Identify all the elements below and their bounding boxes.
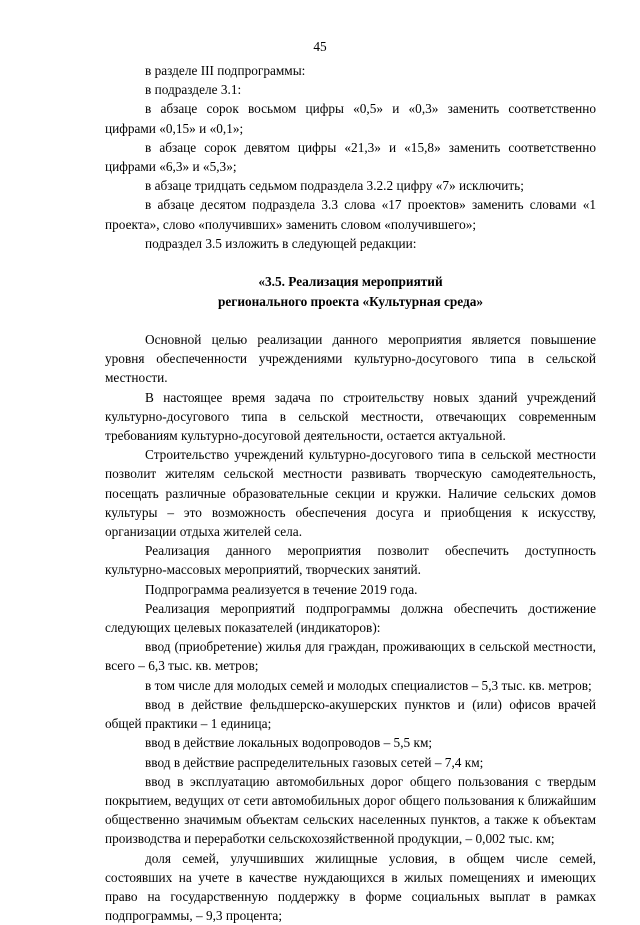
indicator-item: ввод в эксплуатацию автомобильных дорог общего пользования с твердым покрытием, ведущих от сети автомобильных дорог общего пользования к ближайшим общественно значимым объектам сельских населенных пунктов, а также к объектам производства и переработки сельскохозяйственной продукции, – 0,002 тыс. км; bbox=[105, 773, 596, 847]
spacer bbox=[105, 311, 596, 330]
indicator-item: доля семей, улучшивших жилищные условия, в общем числе семей, состоявших на учете в качестве нуждающихся в жилых помещениях и имеющих право на государственную поддержку в форме социальных выплат в рамках подпрограммы, – 9,3 процента; bbox=[105, 850, 596, 924]
amendment-paragraph: в абзаце сорок восьмом цифры «0,5» и «0,3» заменить соответственно цифрами «0,15» и «0,1»; bbox=[105, 101, 596, 136]
section-heading-line1: «3.5. Реализация мероприятий bbox=[258, 274, 443, 290]
amendment-paragraph: в подразделе 3.1: bbox=[145, 82, 242, 98]
body-paragraph: Подпрограмма реализуется в течение 2019 года. bbox=[145, 581, 418, 597]
indicator-item: ввод в действие фельдшерско-акушерских пунктов и (или) офисов врачей общей практики – 1 единица; bbox=[105, 696, 596, 732]
amendment-paragraph: подраздел 3.5 изложить в следующей редакции: bbox=[145, 235, 417, 251]
body-paragraph: Реализация мероприятий подпрограммы должна обеспечить достижение следующих целевых показателей (индикаторов): bbox=[105, 600, 596, 636]
indicator-item: ввод в действие распределительных газовых сетей – 7,4 км; bbox=[145, 754, 484, 770]
amendment-paragraph: в разделе III подпрограммы: bbox=[145, 63, 306, 78]
spacer bbox=[105, 253, 596, 272]
section-heading-line2: регионального проекта «Культурная среда» bbox=[217, 293, 484, 309]
body-paragraph: Строительство учреждений культурно-досугового типа в сельской местности позволит жителям сельской местности развивать творческую самодеятельность, посещать различные образовательные секции и кружки. Наличие сельских домов культуры – это возможность обеспечения досуга и приобщения к искусству, организации отдыха жителей села. bbox=[105, 447, 596, 540]
amendment-paragraph: в абзаце десятом подраздела 3.3 слова «17 проектов» заменить словами «1 проекта», слово «получивших» заменить словом «получившего»; bbox=[105, 197, 596, 232]
body-paragraph: Реализация данного мероприятия позволит обеспечить доступность культурно-массовых мероприятий, творческих занятий. bbox=[105, 543, 596, 578]
body-paragraph: В настоящее время задача по строительству новых зданий учреждений культурно-досугового типа в сельской местности, отвечающих современным требованиям культурно-досуговой деятельности, остается актуальной. bbox=[105, 389, 596, 444]
page-number: 45 bbox=[313, 39, 327, 54]
indicator-item: в том числе для молодых семей и молодых специалистов – 5,3 тыс. кв. метров; bbox=[145, 677, 592, 693]
body-paragraph: Основной целью реализации данного мероприятия является повышение уровня обеспеченности учреждениями культурно-досугового типа в сельской местности. bbox=[105, 332, 596, 386]
indicator-item: ввод (приобретение) жилья для граждан, проживающих в сельской местности, всего – 6,3 тыс. кв. метров; bbox=[105, 639, 596, 674]
indicator-item: ввод в действие локальных водопроводов – 5,5 км; bbox=[145, 735, 433, 751]
page-content bbox=[105, 61, 596, 925]
amendment-paragraph: в абзаце тридцать седьмом подраздела 3.2.2 цифру «7» исключить; bbox=[145, 178, 524, 194]
amendment-paragraph: в абзаце сорок девятом цифры «21,3» и «15,8» заменить соответственно цифрами «6,3» и «5,3»; bbox=[105, 139, 596, 175]
